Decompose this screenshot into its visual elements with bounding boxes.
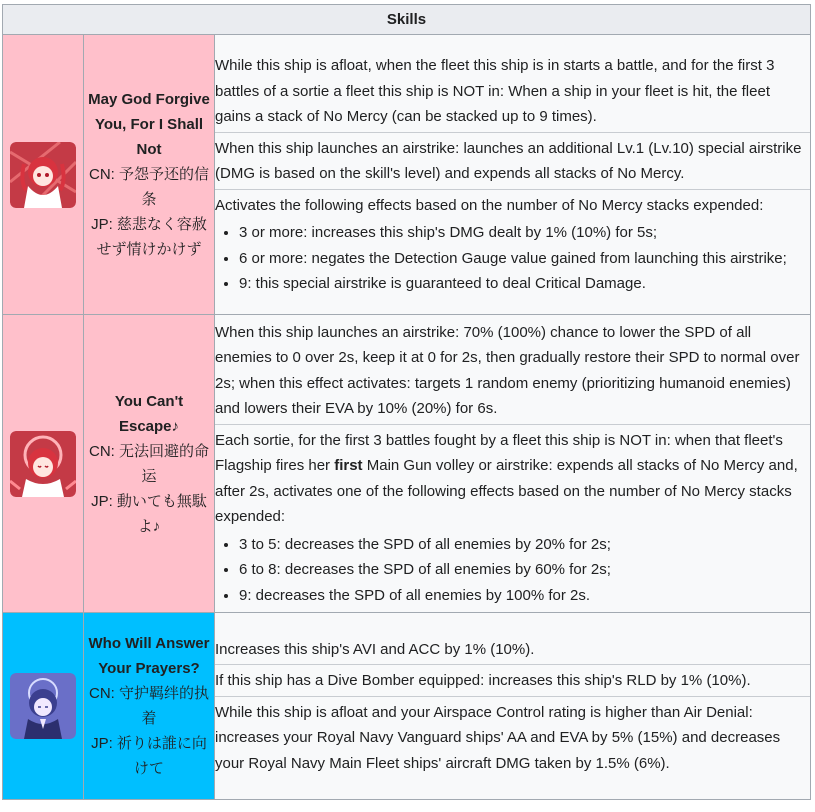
skill-paragraph-list <box>215 425 810 611</box>
skill-name-jp: JP: 祈りは誰に向けて <box>91 735 207 777</box>
blue-praying-girl-icon <box>10 673 76 739</box>
list-item: • 9: this special airstrike is guaranteed to deal Critical Damage. <box>239 271 810 297</box>
skill-description <box>215 613 811 800</box>
skills-table <box>2 4 811 800</box>
skill-paragraph: While this ship is afloat and your Airspace Control rating is higher than Air Denial: increases your Royal Navy Vanguard ships' AA and EVA by 5% (15%) and decreases your Royal Navy Main Fleet ships' aircraft DMG taken by 1.5% (6%). <box>215 703 781 772</box>
skill-name-jp: JP: 動いても無駄よ♪ <box>91 492 207 535</box>
skill-paragraph: If this ship has a Dive Bomber equipped: increases this ship's RLD by 1% (10%). <box>215 665 810 697</box>
red-chibi-halo-icon <box>10 431 76 497</box>
list-item: • 3 to 5: decreases the SPD of all enemies by 20% for 2s; <box>239 532 810 558</box>
skill-name: May God Forgive You, For I Shall Not <box>88 91 210 158</box>
skill-icon-cell <box>3 35 84 315</box>
skill-name-cell <box>84 315 215 613</box>
list-item: • 3 or more: increases this ship's DMG dealt by 1% (10%) for 5s; <box>239 220 810 246</box>
skill-paragraph: When this ship launches an airstrike: launches an additional Lv.1 (Lv.10) special airstrike (DMG is based on the skill's level) and expends all stacks of No Mercy. <box>215 133 810 190</box>
skill-name-jp: JP: 慈悲なく容赦せず情けかけず <box>91 216 207 258</box>
skill-name-cn: CN: 予怨予还的信条 <box>88 166 209 208</box>
skill-icon-cell <box>3 613 84 800</box>
skill-name-cn: CN: 无法回避的命运 <box>88 442 209 485</box>
skill-paragraph: While this ship is afloat, when the fleet this ship is in starts a battle, and for the first 3 battles of a sortie a fleet this ship is NOT in: When a ship in your fleet is hit, the fleet gains a stack of No Mercy (can be stacked up to 9 times). <box>215 50 810 133</box>
skill-paragraph: When this ship launches an airstrike: 70% (100%) chance to lower the SPD of all enemies to 0 over 2s, keep it at 0 for 2s, then gradually restore their SPD to normal over 2s; when this effect activates: targets 1 random enemy (prioritizing humanoid enemies) and lowers their EVA by 10% (20%) for 6s. <box>215 317 810 425</box>
list-item: • 6 or more: negates the Detection Gauge value gained from launching this airstrike; <box>239 246 810 272</box>
effect-list <box>215 532 810 609</box>
list-intro-bold: first <box>334 457 363 475</box>
effect-list <box>215 220 810 297</box>
skill-paragraph: Increases this ship's AVI and ACC by 1% (10%). <box>215 634 810 666</box>
skill-row-2 <box>3 315 811 613</box>
list-item: • 9: decreases the SPD of all enemies by 100% for 2s. <box>239 583 810 609</box>
list-intro-start: Each sortie, for the first 3 battles fought by a fleet this ship is NOT in: when that fleet's Flagship fires her <box>215 431 783 475</box>
list-intro <box>215 428 810 530</box>
skill-name-cell <box>84 35 215 315</box>
skills-header: Skills <box>3 5 811 35</box>
list-intro: Activates the following effects based on the number of No Mercy stacks expended: <box>215 196 764 214</box>
skill-name: You Can't Escape♪ <box>114 392 184 435</box>
skill-paragraph-list <box>215 190 810 299</box>
skill-name-cell <box>84 613 215 800</box>
skill-icon-cell <box>3 315 84 613</box>
skill-row-3 <box>3 613 811 800</box>
red-chibi-girl-icon <box>10 142 76 208</box>
list-item: • 6 to 8: decreases the SPD of all enemies by 60% for 2s; <box>239 557 810 583</box>
skill-name: Who Will Answer Your Prayers? <box>88 635 210 677</box>
skill-description <box>215 315 811 613</box>
skill-row-1 <box>3 35 811 315</box>
skill-name-cn: CN: 守护羁绊的执着 <box>88 685 209 727</box>
list-intro-end: Main Gun volley or airstrike: expends all stacks of No Mercy and, after 2s, activates one of the following effects based on the number of No Mercy stacks expended: <box>215 457 798 526</box>
skill-description <box>215 35 811 315</box>
